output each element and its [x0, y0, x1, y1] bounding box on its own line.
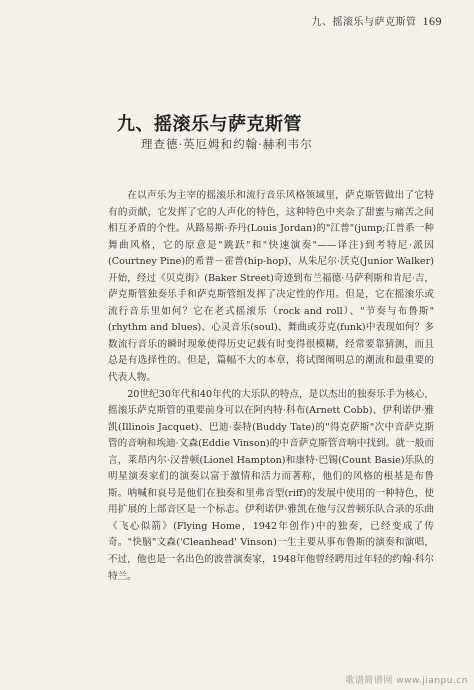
running-header	[312, 13, 443, 29]
running-header-title: 九、摇滚乐与萨克斯管	[311, 17, 417, 28]
watermark: 歌谱简谱网 www.jianpu.cn	[345, 676, 468, 686]
page-number: 169	[422, 14, 442, 28]
chapter-title: 九、摇滚乐与萨克斯管	[117, 114, 302, 135]
chapter-authors: 理查德·英厄姆和约翰·赫利韦尔	[141, 137, 313, 151]
paragraph-1: 在以声乐为主宰的摇滚乐和流行音乐风格领域里，萨克斯管做出了它特有的贡献，它发挥了它的人声化的特色，这种特色中夹杂了甜蜜与痛苦之间相互矛盾的个性。从路易斯·乔丹(Louis Jordan)的"江普"(jump;江普系一种舞曲风格，它的原意是"跳跃"和"快速演奏"——译注)到考特尼·派因(Courtney Pine)的希普－霍普(hip-hop)，从朱尼尔·沃克(Junior Walker)开始，经过《贝克街》(Baker Street)奇迹到布兰福德·马萨利斯和肯尼·吉，萨克斯管独奏乐手和萨克斯管组发挥了决定性的作用。但是，它在摇滚乐或流行音乐里如何？它在老式摇滚乐（rock and roll）、"节奏与布鲁斯"(rhythm and blues)、心灵音乐(soul)、舞曲或芬克(funk)中表现如何？多数流行音乐的瞬时现象使得历史记载有时变得很模糊，经常要靠猜测，而且总是有选择性的。但是，篇幅不大的本章，将试图阐明总的潮流和最重要的代表人物。	[108, 190, 434, 384]
body-text	[108, 188, 434, 585]
paragraph-2: 20世纪30年代和40年代的大乐队的特点，是以杰出的独奏乐手为核心，摇滚乐萨克斯管的重要前身可以在阿内特·科布(Arnett Cobb)、伊利诺伊·雅凯(Illinois Jacquet)、巴迪·泰特(Buddy Tate)的"得克萨斯"次中音萨克斯管的音响和埃迪·文森(Eddie Vinson)的中音萨克斯管音响中找到。就一般而言，莱昂内尔·汉普顿(Lionel Hampton)和康特·巴锡(Count Basie)乐队的明星演奏家们的演奏以富于激情和活力而著称，他们的风格的根基是布鲁斯。呐喊和哀号是他们在独奏和里弗音型(riff)的发展中使用的一种特色，使用扩展的上部音区是一个标志。伊利诺伊·雅凯在他与汉普顿乐队合录的乐曲《飞心似箭》(Flying Home，1942年创作)中的独奏，已经变成了传奇。"快脑"文森('Cleanhead' Vinson)一生主要从事布鲁斯的演奏和演唱，不过，他也是一名出色的波普演奏家，1948年他曾经聘用过年轻的约翰·科尔特兰。	[108, 388, 434, 582]
